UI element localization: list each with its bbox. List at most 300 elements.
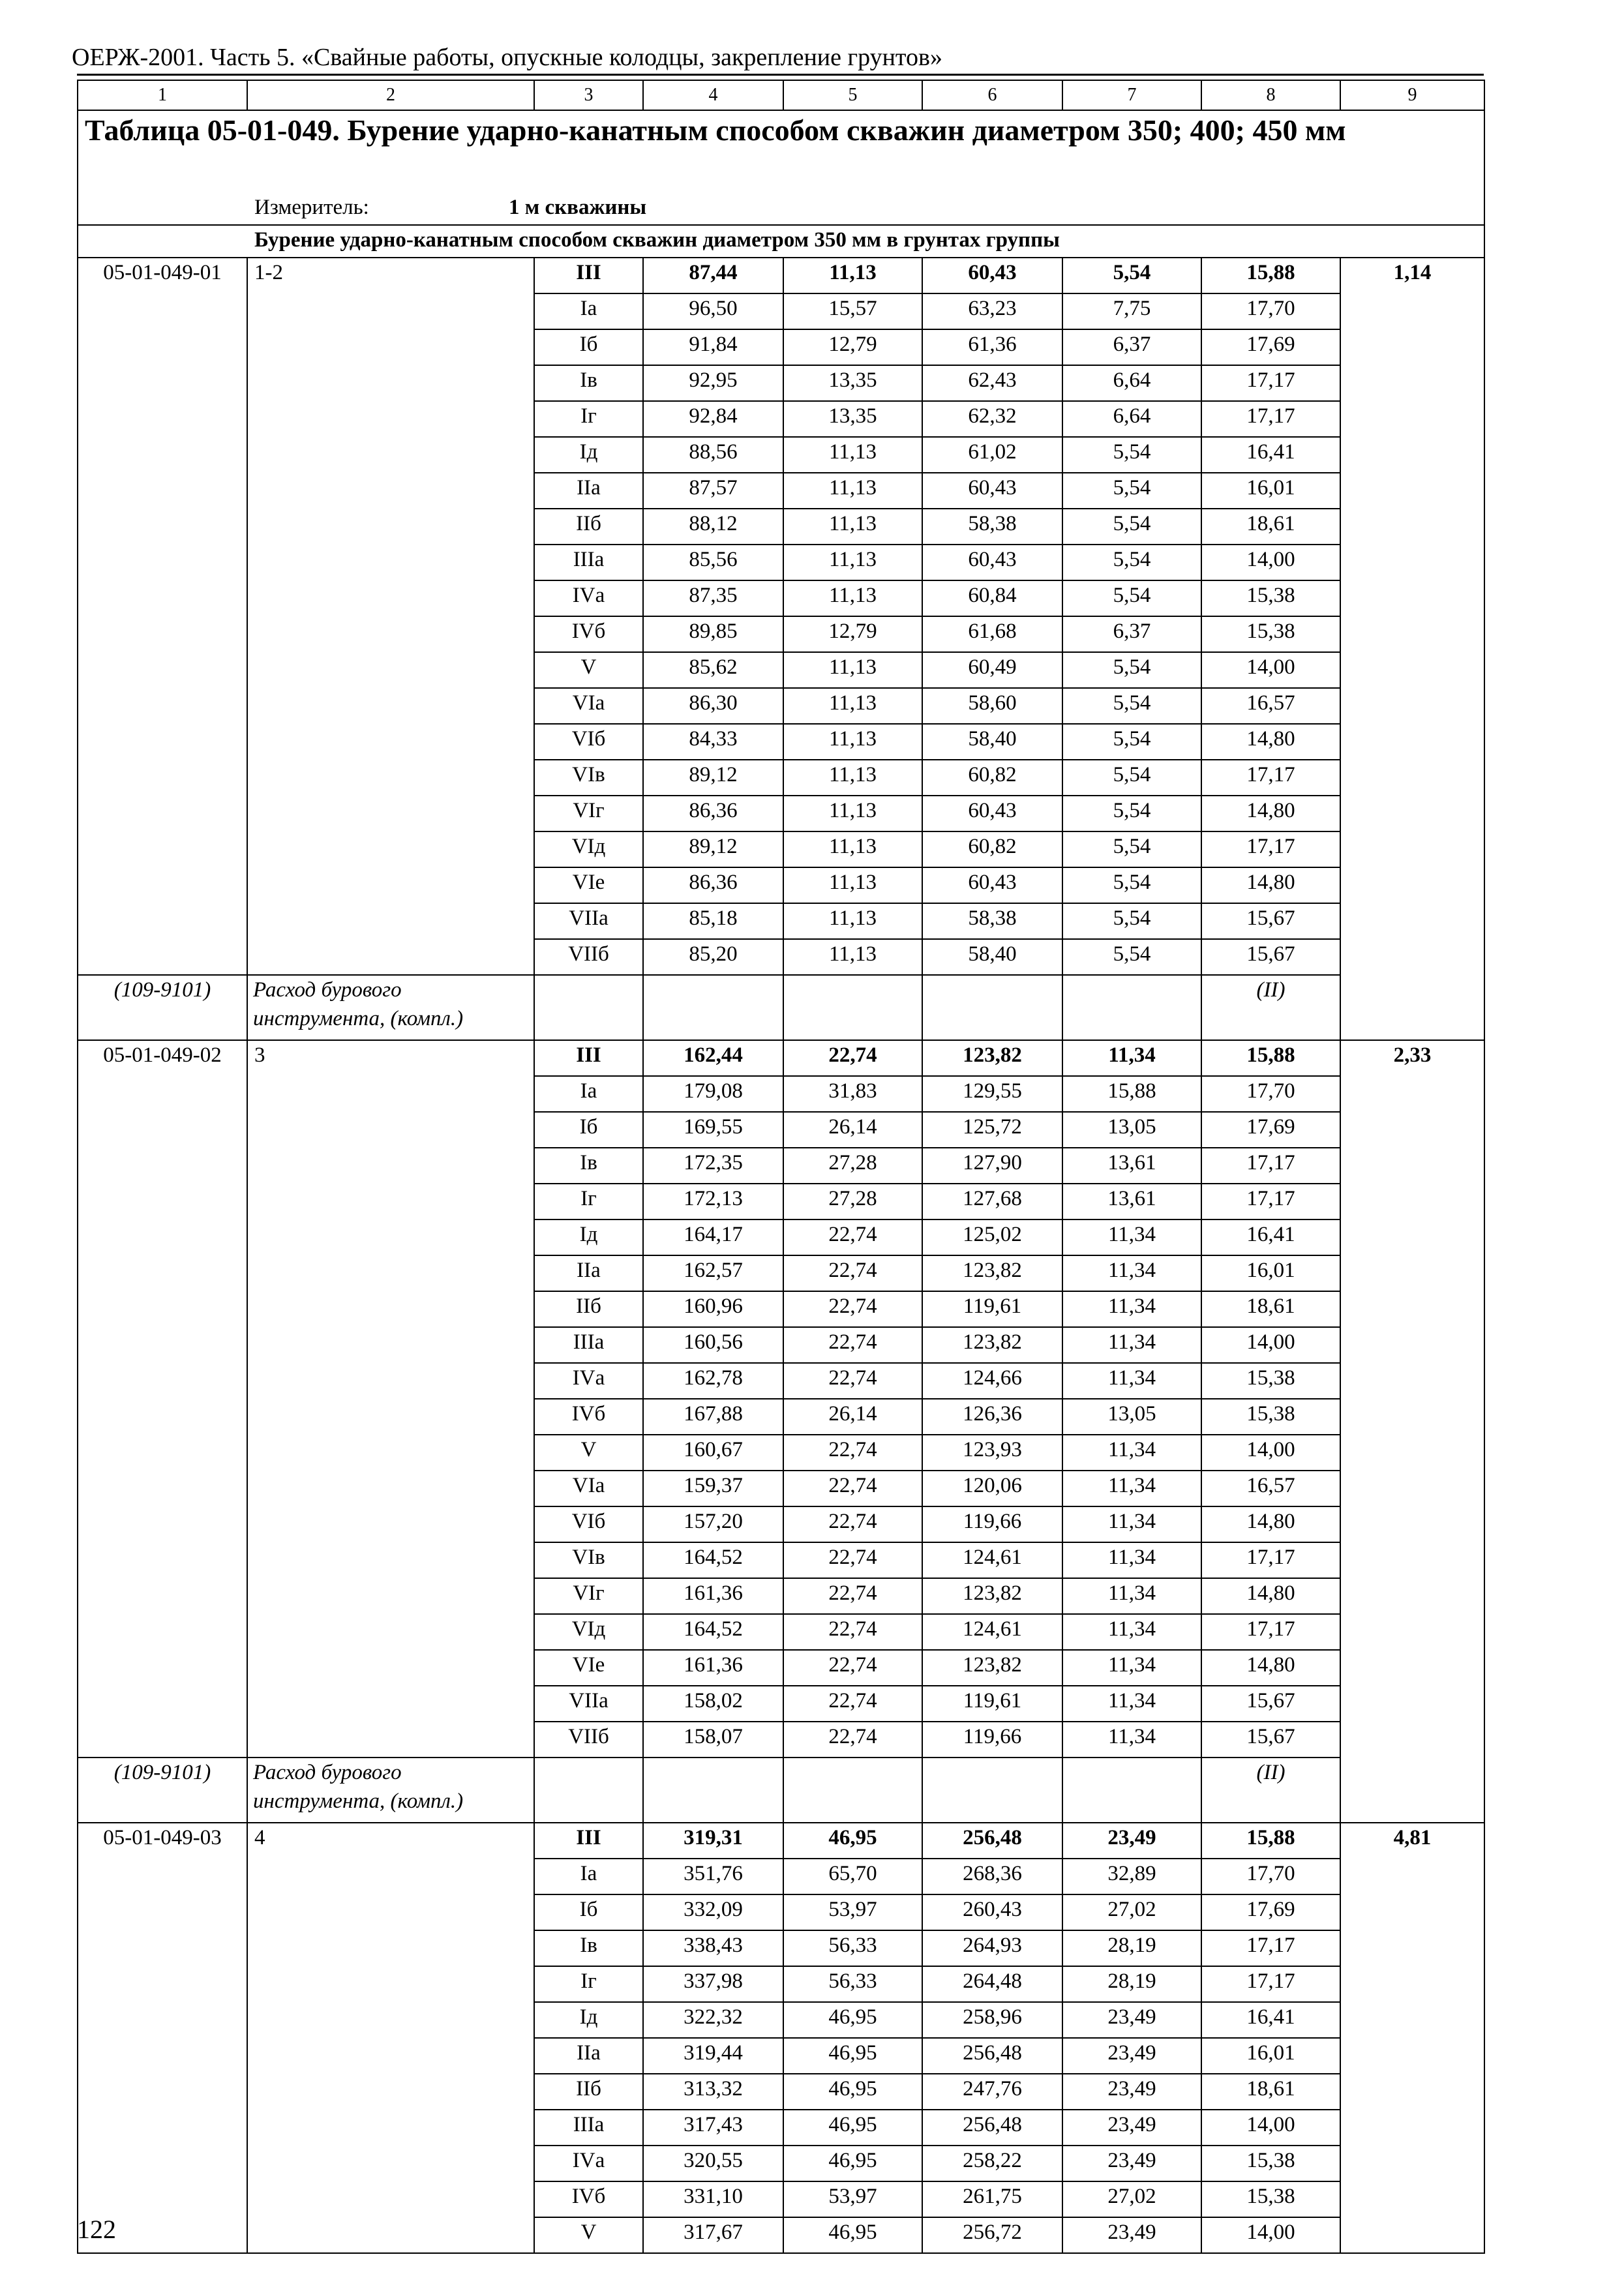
region-code: VIг: [534, 796, 643, 831]
empty-cell: [783, 1758, 922, 1823]
cost-value: 23,49: [1062, 2110, 1201, 2146]
cost-value: 5,54: [1062, 580, 1201, 616]
cost-value: 18,61: [1201, 2074, 1340, 2110]
resource-row: [78, 975, 1484, 1040]
column-number: 6: [922, 80, 1062, 110]
column-9-value: 1,14: [1340, 258, 1484, 1040]
cost-value: 17,17: [1201, 1930, 1340, 1966]
cost-value: 11,13: [783, 437, 922, 473]
cost-value: 27,28: [783, 1148, 922, 1184]
cost-value: 89,12: [643, 760, 783, 796]
region-code: III: [534, 258, 643, 293]
resource-row: [78, 1758, 1484, 1823]
resource-description: Расход бурового инструмента, (компл.): [247, 1758, 534, 1823]
cost-value: 27,02: [1062, 1894, 1201, 1930]
cost-value: 17,17: [1201, 760, 1340, 796]
section-title-row: [78, 225, 1484, 258]
cost-value: 123,93: [922, 1435, 1062, 1471]
cost-value: 123,82: [922, 1255, 1062, 1291]
resource-code: (109-9101): [78, 975, 247, 1040]
cost-value: 14,80: [1201, 1650, 1340, 1686]
cost-value: 22,74: [783, 1614, 922, 1650]
cost-value: 5,54: [1062, 831, 1201, 867]
cost-value: 127,68: [922, 1184, 1062, 1219]
region-code: VIб: [534, 1506, 643, 1542]
cost-value: 5,54: [1062, 867, 1201, 903]
column-number: 2: [247, 80, 534, 110]
column-9-value: 4,81: [1340, 1823, 1484, 2253]
cost-value: 14,80: [1201, 724, 1340, 760]
cost-value: 11,34: [1062, 1040, 1201, 1076]
column-9-value: 2,33: [1340, 1040, 1484, 1823]
region-code: IIIа: [534, 545, 643, 580]
cost-value: 46,95: [783, 2002, 922, 2038]
cost-value: 53,97: [783, 2181, 922, 2217]
cost-value: 11,13: [783, 867, 922, 903]
rates-table: [77, 80, 1485, 2254]
cost-value: 15,67: [1201, 1686, 1340, 1722]
cost-value: 85,20: [643, 939, 783, 975]
empty-cell: [534, 1758, 643, 1823]
cost-value: 125,72: [922, 1112, 1062, 1148]
cost-value: 86,36: [643, 796, 783, 831]
cost-value: 62,43: [922, 365, 1062, 401]
cost-value: 16,41: [1201, 1219, 1340, 1255]
cost-value: 86,36: [643, 867, 783, 903]
cost-value: 179,08: [643, 1076, 783, 1112]
cost-value: 11,34: [1062, 1291, 1201, 1327]
table-title: Таблица 05-01-049. Бурение ударно-канатным способом скважин диаметром 350; 400; 450 мм: [78, 110, 1484, 193]
cost-value: 17,69: [1201, 329, 1340, 365]
cost-value: 164,52: [643, 1614, 783, 1650]
cost-value: 247,76: [922, 2074, 1062, 2110]
cost-value: 58,40: [922, 724, 1062, 760]
cost-value: 62,32: [922, 401, 1062, 437]
cost-value: 13,61: [1062, 1184, 1201, 1219]
cost-value: 256,48: [922, 2110, 1062, 2146]
cost-value: 11,13: [783, 509, 922, 545]
region-code: Iв: [534, 1148, 643, 1184]
cost-value: 22,74: [783, 1435, 922, 1471]
cost-value: 260,43: [922, 1894, 1062, 1930]
region-code: VIб: [534, 724, 643, 760]
cost-value: 87,44: [643, 258, 783, 293]
region-code: IIб: [534, 509, 643, 545]
region-code: Iд: [534, 2002, 643, 2038]
cost-value: 11,13: [783, 939, 922, 975]
cost-value: 17,70: [1201, 1859, 1340, 1894]
cost-value: 23,49: [1062, 1823, 1201, 1859]
cost-value: 337,98: [643, 1966, 783, 2002]
cost-value: 14,80: [1201, 796, 1340, 831]
cost-value: 46,95: [783, 2074, 922, 2110]
cost-value: 27,28: [783, 1184, 922, 1219]
empty-cell: [922, 975, 1062, 1040]
cost-value: 14,00: [1201, 545, 1340, 580]
cost-value: 11,34: [1062, 1578, 1201, 1614]
cost-value: 60,84: [922, 580, 1062, 616]
cost-value: 11,34: [1062, 1363, 1201, 1399]
cost-value: 317,43: [643, 2110, 783, 2146]
cost-value: 60,82: [922, 760, 1062, 796]
cost-value: 87,35: [643, 580, 783, 616]
cost-value: 15,38: [1201, 2181, 1340, 2217]
cost-value: 5,54: [1062, 760, 1201, 796]
cost-value: 158,07: [643, 1722, 783, 1758]
resource-code: (109-9101): [78, 1758, 247, 1823]
cost-value: 22,74: [783, 1219, 922, 1255]
cost-value: 85,62: [643, 652, 783, 688]
empty-cell: [1062, 975, 1201, 1040]
cost-value: 338,43: [643, 1930, 783, 1966]
cost-value: 14,00: [1201, 2217, 1340, 2253]
cost-value: 16,57: [1201, 1471, 1340, 1506]
region-code: Iг: [534, 1184, 643, 1219]
region-code: VIIа: [534, 903, 643, 939]
cost-value: 126,36: [922, 1399, 1062, 1435]
cost-value: 46,95: [783, 2038, 922, 2074]
cost-value: 169,55: [643, 1112, 783, 1148]
region-code: VIв: [534, 760, 643, 796]
cost-value: 119,61: [922, 1686, 1062, 1722]
cost-value: 11,13: [783, 724, 922, 760]
column-number-row: [78, 80, 1484, 110]
region-code: IVа: [534, 580, 643, 616]
region-code: IVа: [534, 2146, 643, 2181]
cost-value: 92,95: [643, 365, 783, 401]
cost-value: 14,00: [1201, 1435, 1340, 1471]
cost-value: 129,55: [922, 1076, 1062, 1112]
cost-value: 160,96: [643, 1291, 783, 1327]
cost-value: 22,74: [783, 1650, 922, 1686]
region-code: IIб: [534, 1291, 643, 1327]
cost-value: 161,36: [643, 1650, 783, 1686]
resource-note: (II): [1201, 975, 1340, 1040]
cost-value: 164,17: [643, 1219, 783, 1255]
column-number: 9: [1340, 80, 1484, 110]
cost-value: 56,33: [783, 1966, 922, 2002]
cost-value: 5,54: [1062, 258, 1201, 293]
cost-value: 172,35: [643, 1148, 783, 1184]
cost-value: 89,85: [643, 616, 783, 652]
region-code: V: [534, 1435, 643, 1471]
cost-value: 320,55: [643, 2146, 783, 2181]
cost-value: 15,88: [1062, 1076, 1201, 1112]
soil-group: 1-2: [247, 258, 534, 975]
resource-description: Расход бурового инструмента, (компл.): [247, 975, 534, 1040]
cost-value: 11,13: [783, 760, 922, 796]
cost-value: 63,23: [922, 293, 1062, 329]
cost-value: 125,02: [922, 1219, 1062, 1255]
cost-value: 11,13: [783, 903, 922, 939]
cost-value: 26,14: [783, 1112, 922, 1148]
cost-value: 5,54: [1062, 796, 1201, 831]
cost-value: 11,13: [783, 545, 922, 580]
empty-cell: [534, 975, 643, 1040]
cost-value: 331,10: [643, 2181, 783, 2217]
cost-value: 60,43: [922, 867, 1062, 903]
cost-value: 12,79: [783, 616, 922, 652]
cost-value: 123,82: [922, 1040, 1062, 1076]
cost-value: 123,82: [922, 1650, 1062, 1686]
cost-value: 96,50: [643, 293, 783, 329]
cost-value: 22,74: [783, 1686, 922, 1722]
cost-value: 15,67: [1201, 1722, 1340, 1758]
region-code: VIIа: [534, 1686, 643, 1722]
cost-value: 14,80: [1201, 867, 1340, 903]
cost-value: 58,38: [922, 509, 1062, 545]
cost-value: 15,38: [1201, 1363, 1340, 1399]
cost-value: 11,34: [1062, 1722, 1201, 1758]
cost-value: 11,34: [1062, 1686, 1201, 1722]
table-row: [78, 1040, 1484, 1076]
cost-value: 261,75: [922, 2181, 1062, 2217]
cost-value: 17,17: [1201, 365, 1340, 401]
cost-value: 167,88: [643, 1399, 783, 1435]
cost-value: 5,54: [1062, 724, 1201, 760]
cost-value: 23,49: [1062, 2038, 1201, 2074]
region-code: V: [534, 2217, 643, 2253]
region-code: III: [534, 1823, 643, 1859]
cost-value: 15,38: [1201, 1399, 1340, 1435]
region-code: IVб: [534, 616, 643, 652]
cost-value: 14,80: [1201, 1506, 1340, 1542]
cost-value: 5,54: [1062, 437, 1201, 473]
cost-value: 11,13: [783, 796, 922, 831]
region-code: IVб: [534, 2181, 643, 2217]
cost-value: 17,70: [1201, 1076, 1340, 1112]
cost-value: 56,33: [783, 1930, 922, 1966]
cost-value: 5,54: [1062, 903, 1201, 939]
cost-value: 58,38: [922, 903, 1062, 939]
region-code: VIIб: [534, 1722, 643, 1758]
cost-value: 60,43: [922, 473, 1062, 509]
cost-value: 162,44: [643, 1040, 783, 1076]
region-code: Iа: [534, 1859, 643, 1894]
cost-value: 13,61: [1062, 1148, 1201, 1184]
region-code: VIе: [534, 867, 643, 903]
cost-value: 16,41: [1201, 2002, 1340, 2038]
cost-value: 16,01: [1201, 2038, 1340, 2074]
cost-value: 11,34: [1062, 1327, 1201, 1363]
cost-value: 124,61: [922, 1542, 1062, 1578]
cost-value: 264,93: [922, 1930, 1062, 1966]
cost-value: 256,48: [922, 1823, 1062, 1859]
region-code: Iд: [534, 1219, 643, 1255]
region-code: VIа: [534, 688, 643, 724]
cost-value: 16,57: [1201, 688, 1340, 724]
cost-value: 91,84: [643, 329, 783, 365]
cost-value: 15,88: [1201, 1040, 1340, 1076]
cost-value: 46,95: [783, 2217, 922, 2253]
cost-value: 13,05: [1062, 1399, 1201, 1435]
cost-value: 256,72: [922, 2217, 1062, 2253]
cost-value: 27,02: [1062, 2181, 1201, 2217]
cost-value: 15,88: [1201, 258, 1340, 293]
cost-value: 87,57: [643, 473, 783, 509]
cost-value: 17,70: [1201, 293, 1340, 329]
header-rule: [77, 74, 1484, 76]
cost-value: 13,05: [1062, 1112, 1201, 1148]
measure-cell: [78, 193, 1484, 225]
resource-note: (II): [1201, 1758, 1340, 1823]
cost-value: 53,97: [783, 1894, 922, 1930]
cost-value: 46,95: [783, 2146, 922, 2181]
cost-value: 17,17: [1201, 1542, 1340, 1578]
cost-value: 85,56: [643, 545, 783, 580]
cost-value: 11,34: [1062, 1219, 1201, 1255]
cost-value: 258,22: [922, 2146, 1062, 2181]
cost-value: 22,74: [783, 1040, 922, 1076]
cost-value: 11,13: [783, 580, 922, 616]
cost-value: 65,70: [783, 1859, 922, 1894]
region-code: Iв: [534, 365, 643, 401]
region-code: IVа: [534, 1363, 643, 1399]
cost-value: 22,74: [783, 1542, 922, 1578]
cost-value: 124,66: [922, 1363, 1062, 1399]
cost-value: 84,33: [643, 724, 783, 760]
cost-value: 60,82: [922, 831, 1062, 867]
cost-value: 322,32: [643, 2002, 783, 2038]
cost-value: 58,60: [922, 688, 1062, 724]
cost-value: 15,88: [1201, 1823, 1340, 1859]
cost-value: 17,17: [1201, 1966, 1340, 2002]
cost-value: 319,44: [643, 2038, 783, 2074]
empty-cell: [643, 1758, 783, 1823]
cost-value: 11,13: [783, 831, 922, 867]
region-code: IIа: [534, 473, 643, 509]
cost-value: 11,34: [1062, 1542, 1201, 1578]
cost-value: 11,34: [1062, 1255, 1201, 1291]
cost-value: 22,74: [783, 1255, 922, 1291]
measure-label: Измеритель:: [254, 196, 369, 219]
cost-value: 23,49: [1062, 2074, 1201, 2110]
column-number: 3: [534, 80, 643, 110]
cost-value: 7,75: [1062, 293, 1201, 329]
region-code: VIв: [534, 1542, 643, 1578]
rate-code: 05-01-049-02: [78, 1040, 247, 1758]
cost-value: 60,43: [922, 545, 1062, 580]
cost-value: 58,40: [922, 939, 1062, 975]
cost-value: 61,02: [922, 437, 1062, 473]
cost-value: 14,00: [1201, 652, 1340, 688]
table-title-row: [78, 110, 1484, 193]
cost-value: 15,67: [1201, 903, 1340, 939]
cost-value: 159,37: [643, 1471, 783, 1506]
cost-value: 15,38: [1201, 616, 1340, 652]
cost-value: 158,02: [643, 1686, 783, 1722]
empty-cell: [1062, 1758, 1201, 1823]
cost-value: 11,34: [1062, 1435, 1201, 1471]
cost-value: 46,95: [783, 1823, 922, 1859]
cost-value: 18,61: [1201, 509, 1340, 545]
cost-value: 127,90: [922, 1148, 1062, 1184]
cost-value: 18,61: [1201, 1291, 1340, 1327]
measure-row: [78, 193, 1484, 225]
cost-value: 15,67: [1201, 939, 1340, 975]
region-code: Iв: [534, 1930, 643, 1966]
column-number: 8: [1201, 80, 1340, 110]
cost-value: 351,76: [643, 1859, 783, 1894]
column-number: 5: [783, 80, 922, 110]
cost-value: 22,74: [783, 1506, 922, 1542]
cost-value: 28,19: [1062, 1930, 1201, 1966]
cost-value: 11,34: [1062, 1650, 1201, 1686]
cost-value: 23,49: [1062, 2002, 1201, 2038]
cost-value: 268,36: [922, 1859, 1062, 1894]
cost-value: 160,67: [643, 1435, 783, 1471]
cost-value: 5,54: [1062, 545, 1201, 580]
cost-value: 88,56: [643, 437, 783, 473]
cost-value: 17,69: [1201, 1112, 1340, 1148]
region-code: V: [534, 652, 643, 688]
cost-value: 6,37: [1062, 616, 1201, 652]
region-code: VIе: [534, 1650, 643, 1686]
cost-value: 13,35: [783, 365, 922, 401]
cost-value: 15,57: [783, 293, 922, 329]
region-code: VIIб: [534, 939, 643, 975]
cost-value: 14,80: [1201, 1578, 1340, 1614]
cost-value: 123,82: [922, 1327, 1062, 1363]
cost-value: 60,49: [922, 652, 1062, 688]
cost-value: 60,43: [922, 258, 1062, 293]
cost-value: 17,17: [1201, 401, 1340, 437]
soil-group: 3: [247, 1040, 534, 1758]
cost-value: 6,64: [1062, 365, 1201, 401]
region-code: IIб: [534, 2074, 643, 2110]
cost-value: 17,17: [1201, 1184, 1340, 1219]
cost-value: 14,00: [1201, 1327, 1340, 1363]
region-code: VIд: [534, 831, 643, 867]
cost-value: 11,13: [783, 652, 922, 688]
cost-value: 313,32: [643, 2074, 783, 2110]
cost-value: 164,52: [643, 1542, 783, 1578]
cost-value: 12,79: [783, 329, 922, 365]
region-code: IVб: [534, 1399, 643, 1435]
cost-value: 23,49: [1062, 2146, 1201, 2181]
cost-value: 5,54: [1062, 939, 1201, 975]
cost-value: 17,69: [1201, 1894, 1340, 1930]
cost-value: 60,43: [922, 796, 1062, 831]
soil-group: 4: [247, 1823, 534, 2253]
column-number: 4: [643, 80, 783, 110]
cost-value: 15,38: [1201, 580, 1340, 616]
region-code: Iд: [534, 437, 643, 473]
rate-code: 05-01-049-03: [78, 1823, 247, 2253]
region-code: Iа: [534, 293, 643, 329]
cost-value: 5,54: [1062, 509, 1201, 545]
cost-value: 11,34: [1062, 1614, 1201, 1650]
region-code: III: [534, 1040, 643, 1076]
cost-value: 61,68: [922, 616, 1062, 652]
cost-value: 11,13: [783, 473, 922, 509]
cost-value: 61,36: [922, 329, 1062, 365]
column-number: 1: [78, 80, 247, 110]
cost-value: 17,17: [1201, 1148, 1340, 1184]
empty-cell: [643, 975, 783, 1040]
cost-value: 123,82: [922, 1578, 1062, 1614]
cost-value: 120,06: [922, 1471, 1062, 1506]
cost-value: 119,66: [922, 1722, 1062, 1758]
cost-value: 26,14: [783, 1399, 922, 1435]
table-row: [78, 1823, 1484, 1859]
cost-value: 16,01: [1201, 1255, 1340, 1291]
region-code: Iб: [534, 1112, 643, 1148]
cost-value: 160,56: [643, 1327, 783, 1363]
region-code: Iб: [534, 1894, 643, 1930]
cost-value: 119,66: [922, 1506, 1062, 1542]
cost-value: 85,18: [643, 903, 783, 939]
